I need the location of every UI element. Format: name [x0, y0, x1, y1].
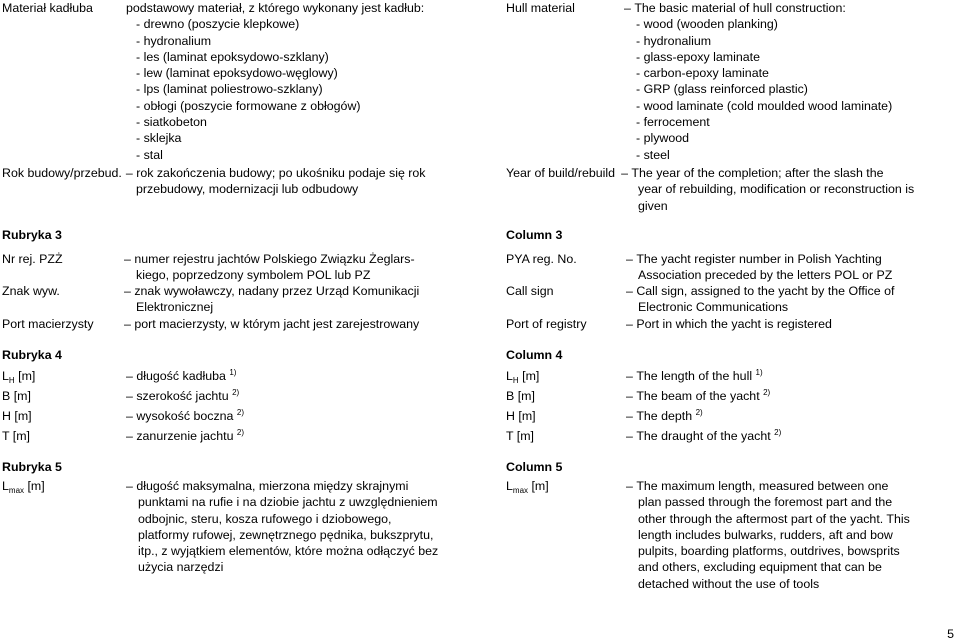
section-heading: Rubryka 4: [2, 348, 62, 362]
symbol: L: [2, 479, 9, 493]
list-item: - steel: [636, 147, 670, 162]
definition-text: The beam of the yacht: [636, 389, 760, 403]
term: PYA reg. No.: [506, 252, 577, 266]
list-item: - ferrocement: [636, 115, 710, 130]
definition: [626, 251, 958, 284]
home-port-entry-pl: [2, 316, 470, 332]
term: [2, 478, 126, 576]
definition-line: other through the aftermost part of the yacht. This: [638, 511, 910, 526]
term: [506, 368, 626, 386]
definition-line: punktami na rufie i na dziobie jachtu z uwzględnieniem: [138, 495, 438, 510]
definition: [126, 408, 470, 426]
list-item: - hydronalium: [636, 33, 712, 48]
definition: [626, 428, 958, 446]
definition: [626, 408, 958, 426]
definition-text: wysokość boczna: [136, 409, 234, 423]
definition-line: pulpits, boarding platforms, outdrives, bowsprits: [638, 544, 900, 559]
definition-text: The length of the hull: [636, 369, 753, 383]
footnote-ref: 2): [763, 388, 771, 397]
definition-line: plan passed through the foremost part and the: [638, 495, 893, 510]
list-item: - obłogi (poszycie formowane z obłogów): [136, 98, 361, 113]
definition: [126, 428, 470, 446]
list-item: - les (laminat epoksydowo-szklany): [136, 49, 329, 64]
term: Port of registry: [506, 317, 587, 331]
year-build-entry-en: [506, 165, 958, 214]
term: Materiał kadłuba: [2, 1, 93, 15]
register-entry-pl: [2, 251, 470, 284]
term: [506, 478, 626, 592]
symbol: L: [2, 369, 9, 383]
definition-line: – znak wywoławczy, nadany przez Urząd Komunikacji: [124, 283, 470, 299]
list-item: - glass-epoxy laminate: [636, 49, 760, 64]
footnote-ref: 2): [232, 388, 240, 397]
unit: [m]: [14, 369, 36, 383]
definition-line: – Port in which the yacht is registered: [626, 316, 958, 332]
term: Nr rej. PZŻ: [2, 252, 63, 266]
list-item: - sklejka: [136, 131, 182, 146]
unit: [m]: [528, 479, 549, 493]
dimension-row: [506, 368, 958, 386]
list-item: - siatkobeton: [136, 115, 207, 130]
list-item: - drewno (poszycie klepkowe): [136, 17, 300, 32]
dimension-row: [506, 388, 958, 406]
term: Rok budowy/przebud.: [2, 166, 122, 180]
unit: [m]: [518, 369, 540, 383]
definition-line: – długość maksymalna, mierzona między skrajnymi: [126, 478, 470, 494]
definition: [124, 283, 470, 316]
definition-text: The draught of the yacht: [636, 429, 771, 443]
dimension-row: [506, 428, 958, 446]
definition: [615, 165, 958, 181]
term: B [m]: [506, 389, 535, 403]
list-item: - GRP (glass reinforced plastic): [636, 82, 808, 97]
term: Year of build/rebuild: [506, 166, 616, 180]
definition-line: Association preceded by the letters POL or PZ: [638, 268, 893, 283]
definition-line: year of rebuilding, modification or reconstruction is: [638, 182, 915, 197]
subscript: H: [8, 376, 15, 385]
footnote-ref: 2): [774, 428, 782, 437]
dimension-row: [506, 408, 958, 426]
definition: [126, 388, 470, 406]
dimension-row: [2, 388, 470, 406]
list-item: - plywood: [636, 131, 690, 146]
list-item: - lps (laminat poliestrowo-szklany): [136, 82, 323, 97]
callsign-entry-pl: [2, 283, 470, 316]
term: H [m]: [2, 409, 32, 423]
definition-line: odbojnic, steru, kosza rufowego i dziobowego,: [138, 511, 392, 526]
definition-line: – The yacht register number in Polish Yachting: [626, 251, 958, 267]
section-heading: Rubryka 3: [2, 228, 62, 242]
port-registry-entry-en: [506, 316, 958, 332]
hull-material-entry-en: [506, 0, 958, 163]
definition-text: zanurzenie jachtu: [136, 429, 234, 443]
footnote-ref: 2): [236, 408, 245, 417]
definition: [126, 368, 470, 386]
footnote-ref: 2): [695, 408, 703, 417]
definition-line: – rok zakończenia budowy; po ukośniku podaje się rok: [126, 165, 470, 181]
callsign-entry-en: [506, 283, 958, 316]
definition: [626, 283, 958, 316]
list-item: - wood laminate (cold moulded wood laminate): [636, 98, 893, 113]
definition: [626, 388, 958, 406]
subscript: H: [512, 376, 519, 385]
section-heading: Rubryka 5: [2, 460, 62, 474]
max-length-entry-pl: [2, 478, 470, 576]
definition-line: – The maximum length, measured between one: [626, 478, 958, 494]
definition: [124, 316, 470, 332]
definition-line: użycia narzędzi: [138, 560, 224, 575]
definition: [626, 316, 958, 332]
definition-line: – port macierzysty, w którym jacht jest zarejestrowany: [124, 316, 470, 332]
register-entry-en: [506, 251, 958, 284]
definition: [126, 0, 470, 163]
term: Port macierzysty: [2, 317, 94, 331]
definition-line: Electronic Communications: [638, 300, 789, 315]
definition-text: długość kadłuba: [136, 369, 226, 383]
definition-line: platformy rufowej, zewnętrznego pędnika, bukszprytu,: [138, 527, 434, 542]
list-item: - stal: [136, 147, 163, 162]
material-list: [624, 16, 958, 163]
subscript: max: [8, 486, 25, 495]
material-list: [126, 16, 470, 163]
term: T [m]: [2, 429, 30, 443]
definition-line: and others, excluding equipment that can be: [638, 560, 882, 575]
definition: [122, 165, 470, 181]
definition-intro: – The basic material of hull construction:: [624, 0, 958, 16]
dimension-row: [2, 428, 470, 446]
symbol: L: [506, 479, 513, 493]
section-heading: Column 4: [506, 348, 563, 362]
term: Call sign: [506, 284, 554, 298]
definition-line: itp., z wyjątkiem elementów, które można odłączyć bez: [138, 544, 439, 559]
page-number: 5: [947, 627, 954, 641]
term: T [m]: [506, 429, 534, 443]
definition-line: przebudowy, modernizacji lub odbudowy: [136, 182, 359, 197]
term: [2, 368, 126, 386]
definition-text: szerokość jachtu: [136, 389, 229, 403]
definition-text: The depth: [636, 409, 693, 423]
definition-line: Elektronicznej: [136, 300, 214, 315]
max-length-entry-en: [506, 478, 958, 592]
definition-line: length includes bulwarks, rudders, aft and bow: [638, 527, 893, 542]
definition: [124, 251, 470, 284]
symbol: L: [506, 369, 513, 383]
dimension-row: [2, 368, 470, 386]
footnote-ref: 2): [236, 428, 245, 437]
section-heading: Column 5: [506, 460, 563, 474]
definition: [626, 368, 958, 386]
definition-line: – The year of the completion; after the slash the: [621, 165, 958, 181]
year-build-entry-pl: [2, 165, 470, 198]
term: H [m]: [506, 409, 536, 423]
list-item: - wood (wooden planking): [636, 17, 778, 32]
term: Hull material: [506, 1, 575, 15]
section-heading: Column 3: [506, 228, 563, 242]
dimension-row: [2, 408, 470, 426]
hull-material-entry-pl: [2, 0, 470, 163]
subscript: max: [512, 486, 529, 495]
footnote-ref: 1): [755, 368, 763, 377]
list-item: - lew (laminat epoksydowo-węglowy): [136, 66, 338, 81]
term: Znak wyw.: [2, 284, 60, 298]
definition-line: detached without the use of tools: [638, 576, 820, 591]
definition-line: kiego, poprzedzony symbolem POL lub PZ: [136, 268, 371, 283]
definition-intro: podstawowy materiał, z którego wykonany jest kadłub:: [126, 1, 425, 15]
definition: [126, 478, 470, 576]
list-item: - carbon-epoxy laminate: [636, 66, 769, 81]
unit: [m]: [24, 479, 45, 493]
definition: [626, 478, 958, 592]
definition-line: – Call sign, assigned to the yacht by the Office of: [626, 283, 958, 299]
definition-line: given: [638, 198, 668, 213]
definition-line: – numer rejestru jachtów Polskiego Związku Żeglars-: [124, 251, 470, 267]
list-item: - hydronalium: [136, 33, 212, 48]
definition: [624, 0, 958, 163]
footnote-ref: 1): [229, 368, 237, 377]
term: B [m]: [2, 389, 31, 403]
